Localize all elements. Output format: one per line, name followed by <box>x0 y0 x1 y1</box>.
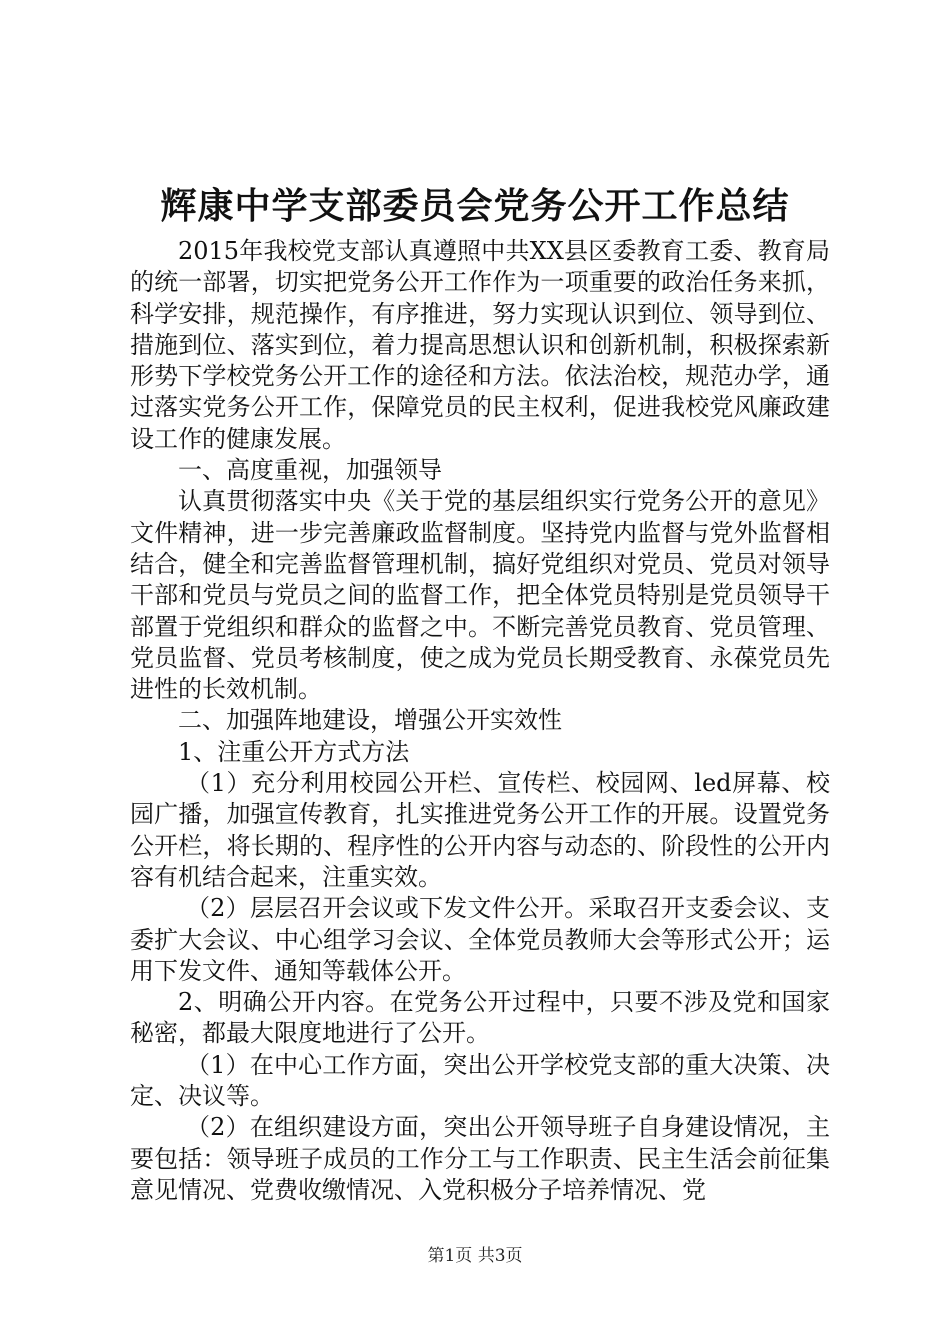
document-title: 辉康中学支部委员会党务公开工作总结 <box>160 185 790 227</box>
paragraph-item-1-2: （2）层层召开会议或下发文件公开。采取召开支委会议、支委扩大会议、中心组学习会议、全体党员教师大会等形式公开；运用下发文件、通知等载体公开。 <box>130 894 830 985</box>
subsection-heading-1: 1、注重公开方式方法 <box>178 737 410 766</box>
paragraph-item-1-1: （1）充分利用校园公开栏、宣传栏、校园网、led屏幕、校园广播，加强宣传教育，扎实推进党务公开工作的开展。设置党务公开栏，将长期的、程序性的公开内容与动态的、阶段性的公开内容有机结合起来，注重实效。 <box>130 769 830 891</box>
paragraph-item-2-1: （1）在中心工作方面，突出公开学校党支部的重大决策、决定、决议等。 <box>130 1050 830 1111</box>
paragraph-item-2-2: （2）在组织建设方面，突出公开领导班子自身建设情况，主要包括：领导班子成员的工作分工与工作职责、民主生活会前征集意见情况、党费收缴情况、入党积极分子培养情况、党 <box>130 1113 830 1204</box>
paragraph-subsection-2: 2、明确公开内容。在党务公开过程中，只要不涉及党和国家秘密，都最大限度地进行了公开。 <box>130 988 830 1048</box>
section-heading-1: 一、高度重视，加强领导 <box>178 456 442 485</box>
section-heading-2: 二、加强阵地建设，增强公开实效性 <box>178 706 562 735</box>
page-footer: 第1页 共3页 <box>427 1246 523 1266</box>
paragraph-section-1: 认真贯彻落实中央《关于党的基层组织实行党务公开的意见》文件精神，进一步完善廉政监督制度。坚持党内监督与党外监督相结合，健全和完善监督管理机制，搞好党组织对党员、党员对领导干部和党员与党员之间的监督工作，把全体党员特别是党员领导干部置于党组织和群众的监督之中。不断完善党员教育、党员管理、党员监督、党员考核制度，使之成为党员长期受教育、永葆党员先进性的长效机制。 <box>130 487 830 704</box>
paragraph-intro: 2015年我校党支部认真遵照中共XX县区委教育工委、教育局的统一部署，切实把党务公开工作作为一项重要的政治任务来抓，科学安排，规范操作，有序推进，努力实现认识到位、领导到位、措施到位、落实到位，着力提高思想认识和创新机制，积极探索新形势下学校党务公开工作的途径和方法。依法治校，规范办学，通过落实党务公开工作，保障党员的民主权利，促进我校党风廉政建设工作的健康发展。 <box>130 237 830 453</box>
document-body <box>130 236 830 1206</box>
